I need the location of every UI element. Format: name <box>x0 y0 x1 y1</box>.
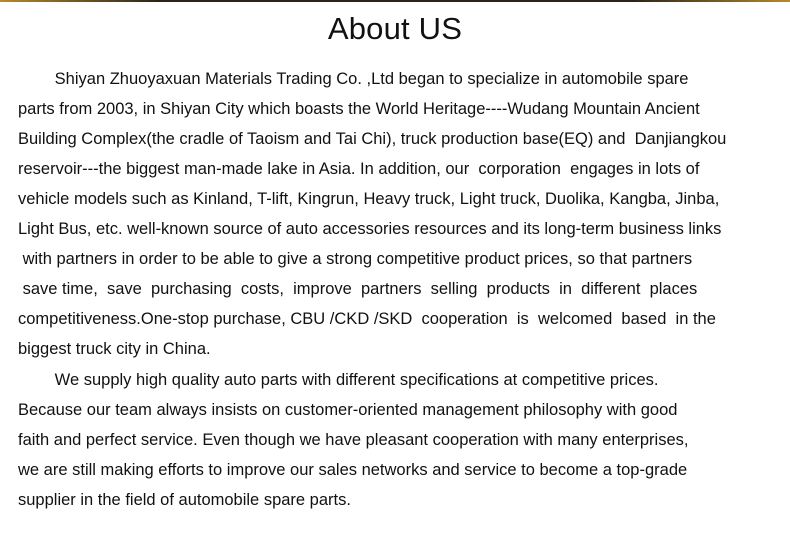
text-line: we are still making efforts to improve our sales networks and service to become a top-grade <box>18 461 688 479</box>
text-line: biggest truck city in China. <box>18 340 211 358</box>
text-line: Building Complex(the cradle of Taoism and Tai Chi), truck production base(EQ) and Danjiangkou <box>18 130 727 148</box>
text-line: save time, save purchasing costs, improve partners selling products in different places <box>18 280 698 298</box>
text-line: We supply high quality auto parts with different specifications at competitive prices. <box>18 371 659 389</box>
text-line: parts from 2003, in Shiyan City which boasts the World Heritage----Wudang Mountain Ancient <box>18 100 700 118</box>
text-line: Light Bus, etc. well-known source of auto accessories resources and its long-term business links <box>18 220 722 238</box>
text-line: faith and perfect service. Even though we have pleasant cooperation with many enterprises, <box>18 431 689 449</box>
text-line: competitiveness.One-stop purchase, CBU /CKD /SKD cooperation is welcomed based in the <box>18 310 716 328</box>
text-line: vehicle models such as Kinland, T-lift, Kingrun, Heavy truck, Light truck, Duolika, Kangba, Jinba, <box>18 190 720 208</box>
page-title: About US <box>327 11 463 46</box>
text-line: Because our team always insists on customer-oriented management philosophy with good <box>18 401 678 419</box>
text-line: with partners in order to be able to give a strong competitive product prices, so that partners <box>18 250 693 268</box>
text-line: Shiyan Zhuoyaxuan Materials Trading Co. ,Ltd began to specialize in automobile spare <box>18 70 689 88</box>
text-line: reservoir---the biggest man-made lake in Asia. In addition, our corporation engages in lots of <box>18 160 700 178</box>
text-line: supplier in the field of automobile spare parts. <box>18 491 351 509</box>
